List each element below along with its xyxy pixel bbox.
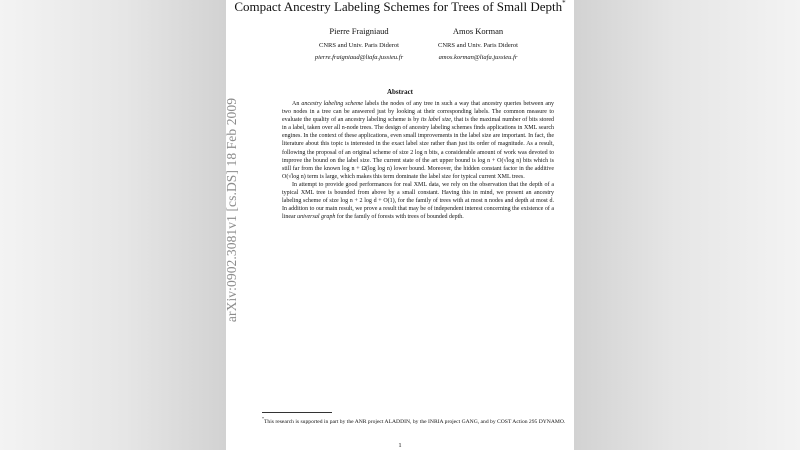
footnote-text: This research is supported in part by the ANR project ALADDIN, by the INRIA project GANG, and by COST Action 295 DYNAMO. bbox=[264, 419, 566, 425]
author-name: Pierre Fraigniaud bbox=[329, 26, 389, 36]
footnote-rule bbox=[262, 412, 332, 413]
abstract-emphasis: universal graph bbox=[297, 214, 336, 221]
title-footnote-marker: * bbox=[562, 0, 566, 7]
arxiv-identifier: arXiv:0902.3081v1 [cs.DS] 18 Feb 2009 bbox=[224, 97, 239, 323]
page-margin-right bbox=[574, 0, 800, 450]
page-number: 1 bbox=[398, 442, 402, 449]
author-email: pierre.fraigniaud@liafa.jussieu.fr bbox=[314, 54, 404, 61]
abstract-body bbox=[282, 100, 554, 221]
abstract-text: In attempt to provide good performances for real XML data, we rely on the observation that the depth of a typical XML tree is bounded from above by a small constant. Having this in mind, we present an ancestry labeling scheme of size log n + 2 log d + O(1), for the family of trees with at most n nodes and depth at most d. In addition to our main result, we prove a result that may be of independent interest concerning the existence of a linear bbox=[282, 181, 554, 221]
abstract-paragraph bbox=[282, 100, 554, 181]
author-email: amos.korman@liafa.jussieu.fr bbox=[438, 54, 518, 61]
paper-title bbox=[226, 0, 574, 15]
author-affiliation: CNRS and Univ. Paris Diderot bbox=[438, 42, 518, 49]
paper-page bbox=[226, 0, 574, 450]
abstract-paragraph bbox=[282, 181, 554, 221]
footnote-marker: * bbox=[262, 416, 264, 421]
author-block bbox=[299, 25, 419, 64]
author-name: Amos Korman bbox=[452, 26, 504, 36]
abstract-heading: Abstract bbox=[386, 88, 414, 96]
abstract-text: , that is the maximal number of bits stored in a label, taken over all n-node trees. The design of ancestry labeling schemes finds applications in XML search engines. In the context of these applications, even small improvements in the label size are important. In fact, the literature about this topic is interested in the exact label size rather than just its order of magnitude. As a result, following the proposal of an original scheme of size 2 log n bits, a considerable amount of work was devoted to improve the bound on the label size. The current state of the art upper bound is log n + O(√log n) bits which is still far from the known log n + Ω(log log n) lower bound. Moreover, the hidden constant factor in the additive O(√log n) term is large, which makes this term dominate the label size for typical current XML trees. bbox=[282, 117, 555, 180]
abstract-emphasis: its label size bbox=[420, 117, 451, 124]
abstract-text: labels the nodes of any tree in such a way that ancestry queries between any two nodes in a tree can be answered just by looking at their corresponding labels. The common measure to evaluate the quality of an ancestry labeling scheme is by bbox=[282, 101, 554, 124]
footnote bbox=[262, 415, 574, 427]
page-margin-left bbox=[0, 0, 226, 450]
author-block bbox=[418, 25, 538, 64]
abstract-emphasis: ancestry labeling scheme bbox=[301, 101, 363, 107]
paper-title-text: Compact Ancestry Labeling Schemes for Trees of Small Depth bbox=[234, 0, 563, 14]
abstract-text: for the family of forests with trees of bounded depth. bbox=[335, 214, 464, 221]
author-affiliation: CNRS and Univ. Paris Diderot bbox=[319, 42, 399, 49]
abstract-text: An bbox=[292, 101, 302, 107]
